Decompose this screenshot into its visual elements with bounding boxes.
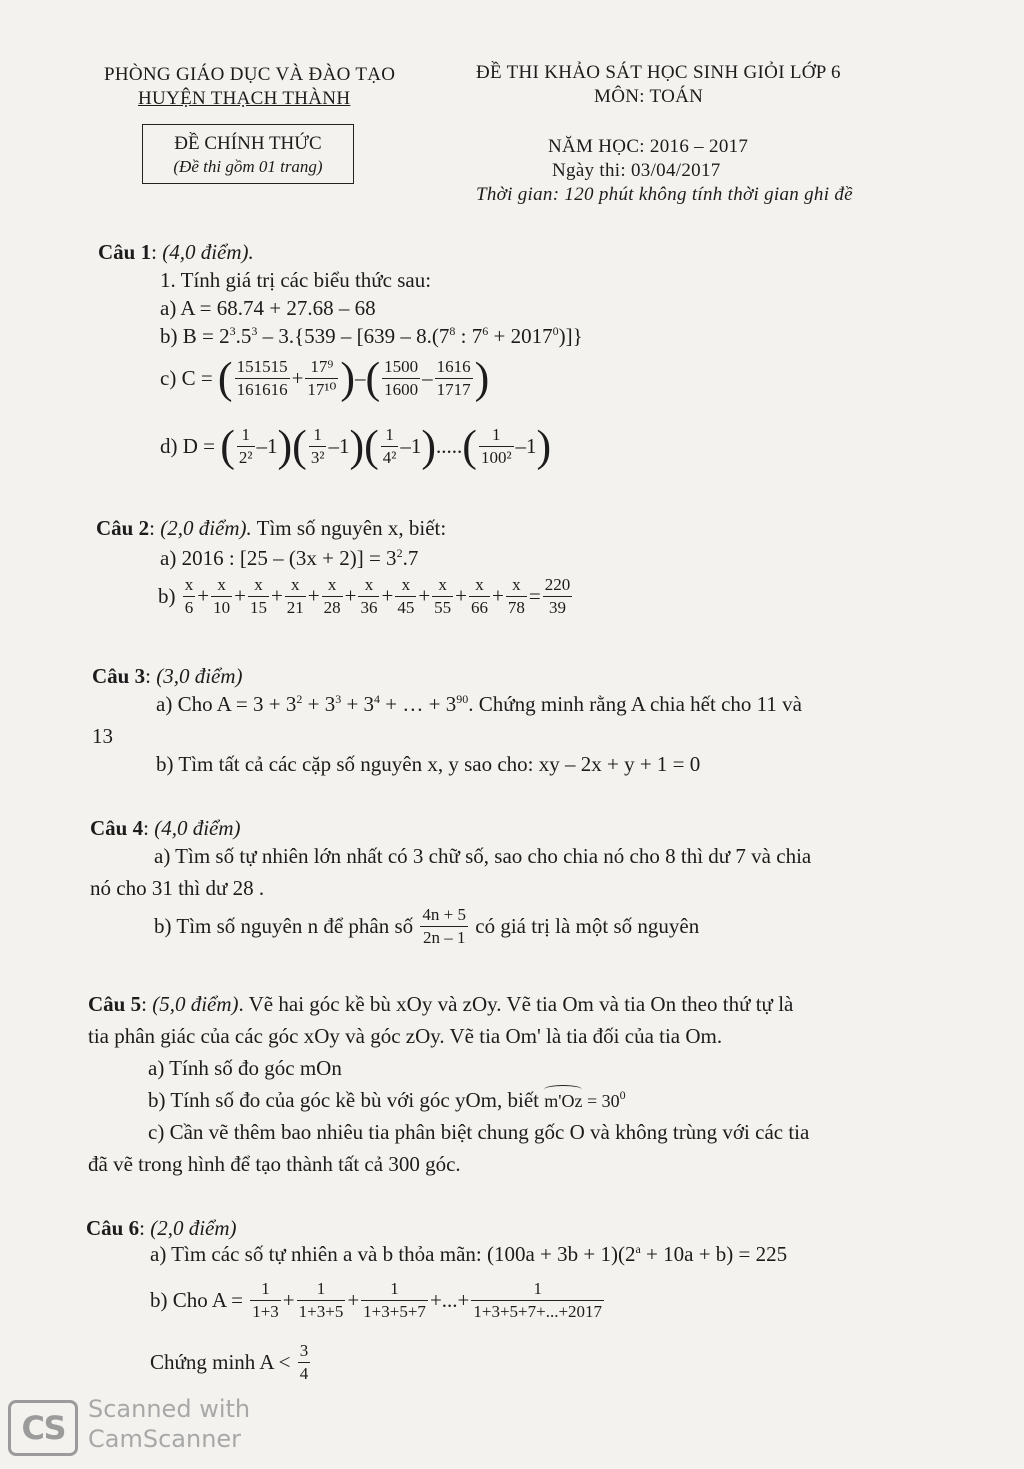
plus-sign: + bbox=[307, 584, 320, 608]
q1-points: (4,0 điểm). bbox=[162, 240, 254, 264]
fraction-term: $\frac{x}{21}$ bbox=[286, 575, 304, 617]
fraction-term: $\frac{x}{66}$ bbox=[471, 575, 488, 617]
plus-sign: + bbox=[418, 584, 431, 608]
q1-c: c) C = ( $\frac{151515}{161616}$ + $\frac{\text{17⁹}}{\text{17¹⁰}}$ )–( $\frac{1500}{1600}$ – $\frac{1616}{1717}$ ) bbox=[160, 353, 490, 403]
q6-points: (2,0 điểm) bbox=[150, 1216, 237, 1240]
q5-c-line2: đã vẽ trong hình để tạo thành tất cả 300 góc. bbox=[88, 1152, 461, 1176]
q3-b: b) Tìm tất cả các cặp số nguyên x, y sao cho: xy – 2x + y + 1 = 0 bbox=[156, 752, 701, 776]
q3-a: a) Cho $A = 3 + 3^2 + 3^3 + 3^4$ + … + $3^{90}$. Chứng minh rằng A chia hết cho 11 và bbox=[156, 692, 802, 716]
q5-c-line1: c) Cần vẽ thêm bao nhiêu tia phân biệt chung gốc O và không trùng với các tia bbox=[148, 1120, 810, 1144]
fraction-term: $\frac{x}{15}$ bbox=[249, 575, 267, 617]
q2-b: b) $\frac{x}{6}$ + $\frac{x}{10}$ + $\frac{x}{15}$ + $\frac{x}{21}$ + $\frac{x}{28}$ + $\frac{x}{36}$ + $\frac{x}{45}$ + $\frac{x}{55}$ + $\frac{x}{66}$ + $\frac{x}{78}$ = $\frac{220}{39}$ bbox=[158, 575, 571, 617]
q1-heading: Câu 1: (4,0 điểm). bbox=[98, 240, 254, 264]
header-exam-title: ĐỀ THI KHẢO SÁT HỌC SINH GIỎI LỚP 6 bbox=[476, 62, 841, 83]
q1-b: b) $B = 2^3.5^3 - 3.\{539 - [639 - 8.(7^8$ : $7^6 + 2017^0$)]} bbox=[160, 324, 583, 348]
q5-a: a) Tính số đo góc mOn bbox=[148, 1056, 342, 1080]
exam-date: Ngày thi: 03/04/2017 bbox=[552, 160, 721, 181]
fraction-term: $\frac{x}{6}$ bbox=[184, 575, 194, 617]
q3-points: (3,0 điểm) bbox=[156, 664, 243, 688]
q6-b: b) Cho A = $\frac{1}{1+3}$ + $\frac{1}{1+3+5}$ + $\frac{1}{1+3+5+7}$ +...+ $\frac{1}{1+3+5+7+...+2017}$ bbox=[150, 1279, 603, 1321]
fraction-term: $\frac{x}{45}$ bbox=[397, 575, 415, 617]
plus-sign: + bbox=[197, 584, 210, 608]
header-department: PHÒNG GIÁO DỤC VÀ ĐÀO TẠO bbox=[104, 64, 396, 85]
q6-a: a) Tìm các số tự nhiên a và b thỏa mãn: $(100a + 3b + 1)(2^a + 10a + b) = 225$ bbox=[150, 1242, 788, 1266]
q2-label: Câu 2 bbox=[96, 516, 150, 540]
plus-sign: + bbox=[455, 584, 467, 608]
fraction-term: $\frac{x}{55}$ bbox=[434, 575, 452, 617]
plus-sign: + bbox=[381, 584, 394, 608]
fraction-term: $\frac{x}{28}$ bbox=[323, 575, 341, 617]
header-district: HUYỆN THẠCH THÀNH bbox=[138, 88, 351, 109]
official-label: ĐỀ CHÍNH THỨC bbox=[174, 133, 322, 154]
plus-sign: + bbox=[234, 584, 246, 608]
q5-b: b) Tính số đo của góc kề bù với góc yOm, biết $m'Oz = 30^0$ bbox=[148, 1088, 626, 1113]
q5-label: Câu 5 bbox=[88, 992, 142, 1016]
q4-label: Câu 4 bbox=[90, 816, 144, 840]
q2-intro: Tìm số nguyên x, biết: bbox=[251, 516, 447, 540]
q2-a: a) 2016 : $[25 - (3x + 2)] = 3^2.7$ bbox=[160, 546, 419, 570]
header-subject: MÔN: TOÁN bbox=[594, 86, 704, 107]
official-exam-box bbox=[142, 124, 354, 184]
q1-a: a) A = 68.74 + 27.68 – 68 bbox=[160, 296, 376, 320]
q4-a-line1: a) Tìm số tự nhiên lớn nhất có 3 chữ số, sao cho chia nó cho 8 thì dư 7 và chia bbox=[154, 844, 812, 868]
q4-heading: Câu 4: (4,0 điểm) bbox=[90, 816, 241, 840]
q5-line1: Câu 5: (5,0 điểm). Vẽ hai góc kề bù xOy và zOy. Vẽ tia Om và tia On theo thứ tự là bbox=[88, 992, 794, 1016]
q4-a-line2: nó cho 31 thì dư 28 . bbox=[90, 876, 265, 900]
q5-line2: tia phân giác của các góc xOy và góc zOy. Vẽ tia Om' là tia đối của tia Om. bbox=[88, 1024, 723, 1048]
q6-c: Chứng minh A < $\frac{3}{4}$ bbox=[150, 1341, 309, 1383]
q3-a-continued: 13 bbox=[92, 724, 113, 748]
camscanner-logo-icon: CS bbox=[8, 1400, 78, 1456]
q5-points: (5,0 điểm) bbox=[152, 992, 239, 1016]
fraction-term: $\frac{x}{36}$ bbox=[360, 575, 378, 617]
fraction-term: $\frac{x}{78}$ bbox=[507, 575, 525, 617]
q1-intro: 1. Tính giá trị các biểu thức sau: bbox=[160, 268, 432, 292]
q6-label: Câu 6 bbox=[86, 1216, 140, 1240]
plus-sign: + bbox=[344, 584, 357, 608]
q1-label: Câu 1 bbox=[98, 240, 152, 264]
q3-label: Câu 3 bbox=[92, 664, 146, 688]
camscanner-text: Scanned with CamScanner bbox=[88, 1395, 251, 1453]
q4-points: (4,0 điểm) bbox=[154, 816, 241, 840]
school-year: NĂM HỌC: 2016 – 2017 bbox=[548, 136, 749, 157]
q3-heading: Câu 3: (3,0 điểm) bbox=[92, 664, 243, 688]
plus-sign: + bbox=[492, 584, 504, 608]
fraction-term: $\frac{x}{10}$ bbox=[213, 575, 231, 617]
q1-d: d) D = ( $\frac{1}{\text{2²}}$ –1)( $\frac{1}{\text{3²}}$ –1)( $\frac{1}{\text{4²}}$ –1).....( $\frac{1}{\text{100²}}$ –1) bbox=[160, 421, 552, 471]
page-count-label: (Đề thi gồm 01 trang) bbox=[173, 157, 323, 176]
q4-b: b) Tìm số nguyên n để phân số $\frac{4n + 5}{2n - 1}$ có giá trị là một số nguyên bbox=[154, 905, 700, 947]
q6-heading: Câu 6: (2,0 điểm) bbox=[86, 1216, 237, 1240]
exam-duration: Thời gian: 120 phút không tính thời gian ghi đề bbox=[476, 184, 853, 205]
plus-sign: + bbox=[270, 584, 283, 608]
q2-heading: Câu 2: (2,0 điểm). Tìm số nguyên x, biết: bbox=[96, 516, 447, 540]
q2-points: (2,0 điểm). bbox=[160, 516, 252, 540]
